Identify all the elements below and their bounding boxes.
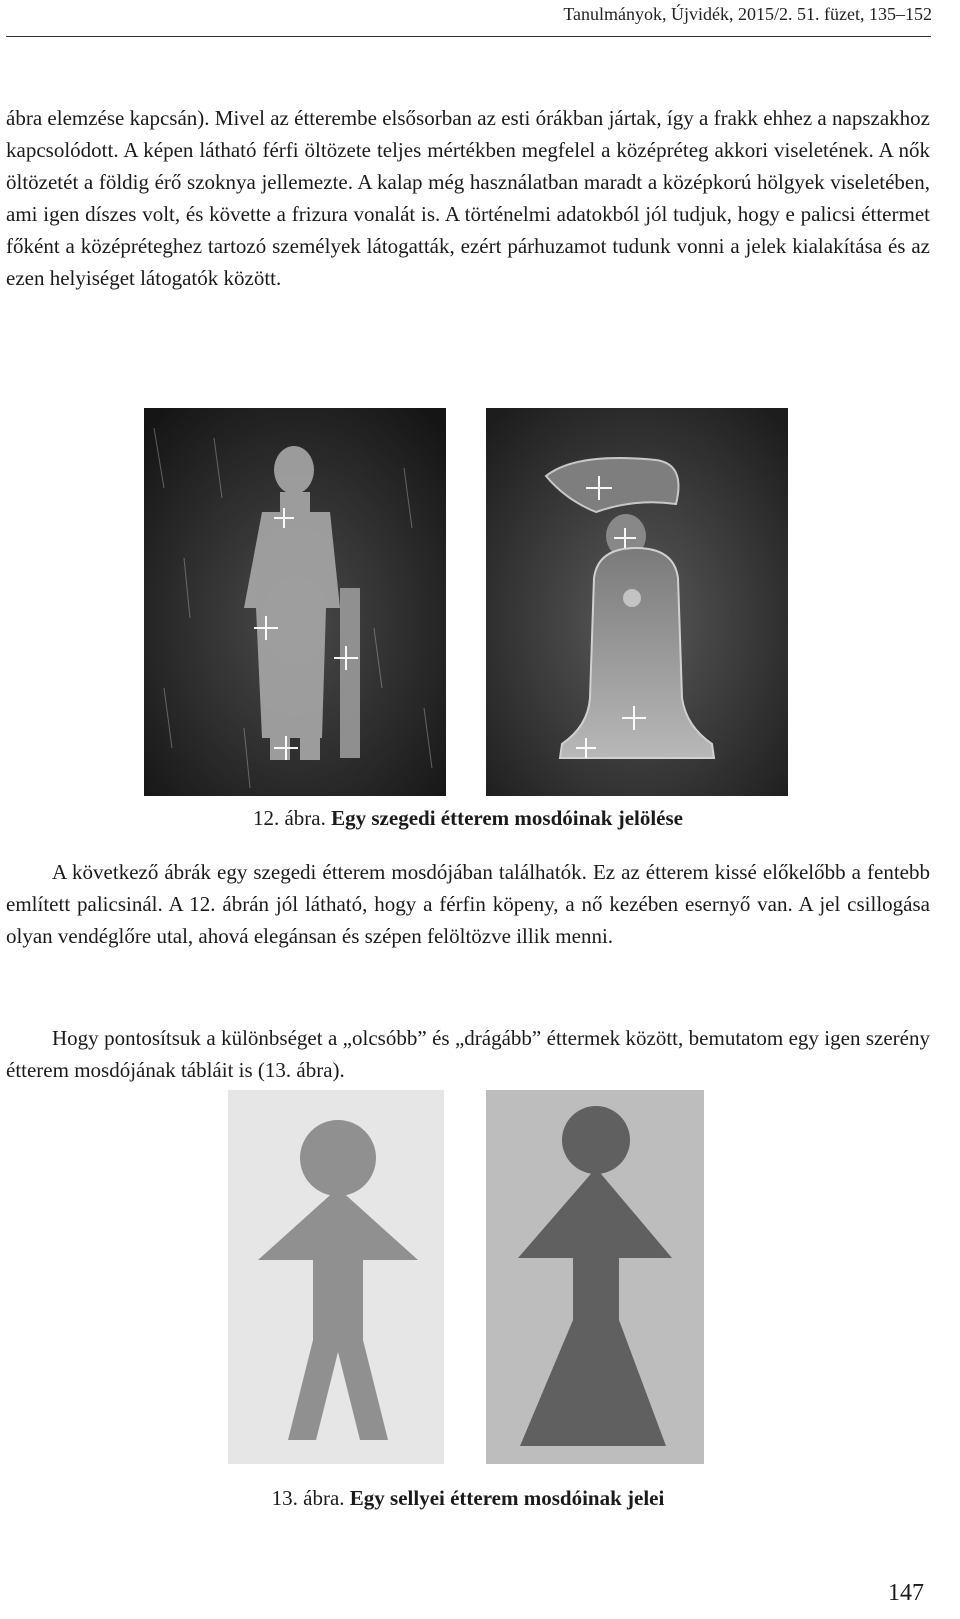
figure-13-title: Egy sellyei étterem mosdóinak jelei bbox=[349, 1486, 665, 1510]
figure-12-men-sign-photo bbox=[144, 408, 446, 796]
header-rule bbox=[6, 36, 931, 37]
figure-12-title: Egy szegedi étterem mosdóinak jelölése bbox=[331, 806, 683, 830]
running-header: Tanulmányok, Újvidék, 2015/2. 51. füzet, 135–152 bbox=[563, 4, 932, 24]
body-paragraph-1: ábra elemzése kapcsán). Mivel az étterembe elsősorban az esti órákban jártak, így a frakk ehhez a napszakhoz kapcsolódott. A képen látható férfi öltözete teljes mértékben megfelel a középréteg akkori viseletének. A nők öltözetét a földig érő szoknya jellemezte. A kalap még használatban maradt a középkorú hölgyek viseletében, ami igen díszes volt, és követte a frizura vonalát is. A történelmi adatokból jól tudjuk, hogy e palicsi éttermet főként a középréteghez tartozó személyek látogatták, ezért párhuzamot tudunk vonni a jelek kialakítása és az ezen helyiséget látogatók között. bbox=[6, 106, 930, 290]
figure-13-men-sign-photo bbox=[228, 1090, 444, 1464]
body-paragraph-3: Hogy pontosítsuk a különbséget a „olcsóbb” és „drágább” éttermek között, bemutatom egy igen szerény étterem mosdójának tábláit is (13. ábra). bbox=[6, 1026, 930, 1082]
figure-12-caption bbox=[0, 806, 936, 831]
figure-12-label: 12. ábra. bbox=[252, 806, 326, 830]
page-number: 147 bbox=[888, 1580, 924, 1606]
figure-13-caption bbox=[0, 1486, 936, 1511]
figure-13-women-sign-photo bbox=[486, 1090, 704, 1464]
body-paragraph-2: A következő ábrák egy szegedi étterem mosdójában találhatók. Ez az étterem kissé előkelőbb a fentebb említett palicsinál. A 12. ábrán jól látható, hogy a férfin köpeny, a nő kezében esernyő van. A jel csillogása olyan vendéglőre utal, ahová elegánsan és szépen felöltözve illik menni. bbox=[6, 860, 930, 948]
figure-13-label: 13. ábra. bbox=[271, 1486, 345, 1510]
figure-12-women-sign-photo bbox=[486, 408, 788, 796]
